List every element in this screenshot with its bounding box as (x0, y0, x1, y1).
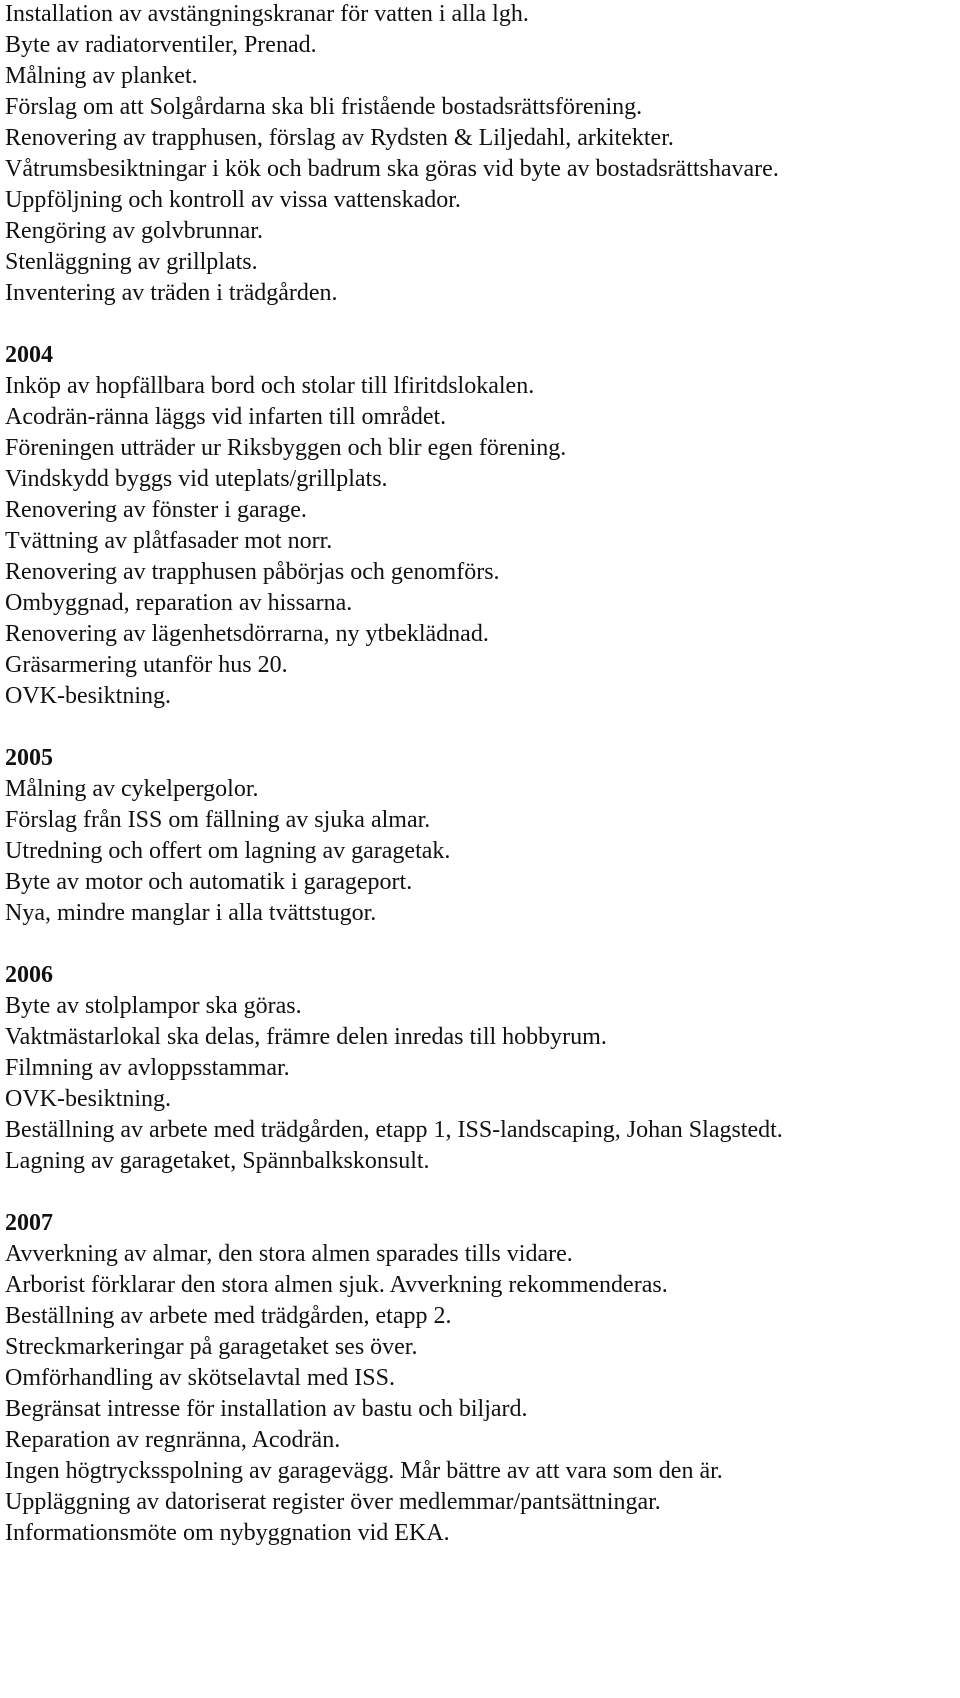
year-section-2005 (5, 743, 955, 929)
list-item: Filmning av avloppsstammar. (5, 1055, 290, 1081)
year-heading: 2006 (5, 962, 53, 988)
list-item: Rengöring av golvbrunnar. (5, 218, 263, 244)
list-item: OVK-besiktning. (5, 1086, 171, 1112)
list-item: Installation av avstängningskranar för vatten i alla lgh. (5, 1, 529, 27)
year-heading: 2007 (5, 1210, 53, 1236)
list-item: Lagning av garagetaket, Spännbalkskonsult. (5, 1148, 430, 1174)
list-item: Förslag från ISS om fällning av sjuka almar. (5, 807, 431, 833)
list-item: Inköp av hopfällbara bord och stolar till lfiritdslokalen. (5, 373, 535, 399)
list-item: Nya, mindre manglar i alla tvättstugor. (5, 900, 377, 926)
year-heading: 2004 (5, 342, 53, 368)
list-item: Beställning av arbete med trädgården, etapp 1, ISS-landscaping, Johan Slagstedt. (5, 1117, 783, 1143)
list-item: Stenläggning av grillplats. (5, 249, 258, 275)
lead-item-list (5, 0, 955, 309)
document-page (5, 0, 955, 1549)
list-item: Renovering av lägenhetsdörrarna, ny ytbeklädnad. (5, 621, 489, 647)
list-item: Gräsarmering utanför hus 20. (5, 652, 288, 678)
list-item: Uppläggning av datoriserat register över medlemmar/pantsättningar. (5, 1489, 661, 1515)
list-item: Informationsmöte om nybyggnation vid EKA. (5, 1520, 450, 1546)
list-item: Målning av cykelpergolor. (5, 776, 259, 802)
year-section-2007 (5, 1208, 955, 1549)
list-item: Inventering av träden i trädgården. (5, 280, 338, 306)
list-item: Vaktmästarlokal ska delas, främre delen inredas till hobbyrum. (5, 1024, 607, 1050)
list-item: Reparation av regnränna, Acodrän. (5, 1427, 341, 1453)
year-section-2006 (5, 960, 955, 1177)
list-item: Beställning av arbete med trädgården, etapp 2. (5, 1303, 452, 1329)
list-item: Byte av motor och automatik i garageport. (5, 869, 413, 895)
list-item: Avverkning av almar, den stora almen sparades tills vidare. (5, 1241, 573, 1267)
list-item: Uppföljning och kontroll av vissa vattenskador. (5, 187, 461, 213)
year-section-2004 (5, 340, 955, 712)
list-item: Våtrumsbesiktningar i kök och badrum ska göras vid byte av bostadsrättshavare. (5, 156, 779, 182)
list-item: Förslag om att Solgårdarna ska bli fristående bostadsrättsförening. (5, 94, 643, 120)
list-item: Renovering av trapphusen påbörjas och genomförs. (5, 559, 500, 585)
list-item: Omförhandling av skötselavtal med ISS. (5, 1365, 395, 1391)
list-item: Streckmarkeringar på garagetaket ses över. (5, 1334, 418, 1360)
list-item: Renovering av fönster i garage. (5, 497, 307, 523)
list-item: Ingen högtrycksspolning av garagevägg. Mår bättre av att vara som den är. (5, 1458, 723, 1484)
list-item: Utredning och offert om lagning av garagetak. (5, 838, 451, 864)
list-item: Föreningen utträder ur Riksbyggen och blir egen förening. (5, 435, 567, 461)
list-item: OVK-besiktning. (5, 683, 171, 709)
list-item: Byte av stolplampor ska göras. (5, 993, 302, 1019)
list-item: Acodrän-ränna läggs vid infarten till området. (5, 404, 447, 430)
list-item: Tvättning av plåtfasader mot norr. (5, 528, 333, 554)
list-item: Begränsat intresse för installation av bastu och biljard. (5, 1396, 528, 1422)
year-heading: 2005 (5, 745, 53, 771)
list-item: Arborist förklarar den stora almen sjuk. Avverkning rekommenderas. (5, 1272, 668, 1298)
list-item: Ombyggnad, reparation av hissarna. (5, 590, 353, 616)
list-item: Målning av planket. (5, 63, 198, 89)
list-item: Vindskydd byggs vid uteplats/grillplats. (5, 466, 388, 492)
list-item: Renovering av trapphusen, förslag av Rydsten & Liljedahl, arkitekter. (5, 125, 674, 151)
list-item: Byte av radiatorventiler, Prenad. (5, 32, 317, 58)
